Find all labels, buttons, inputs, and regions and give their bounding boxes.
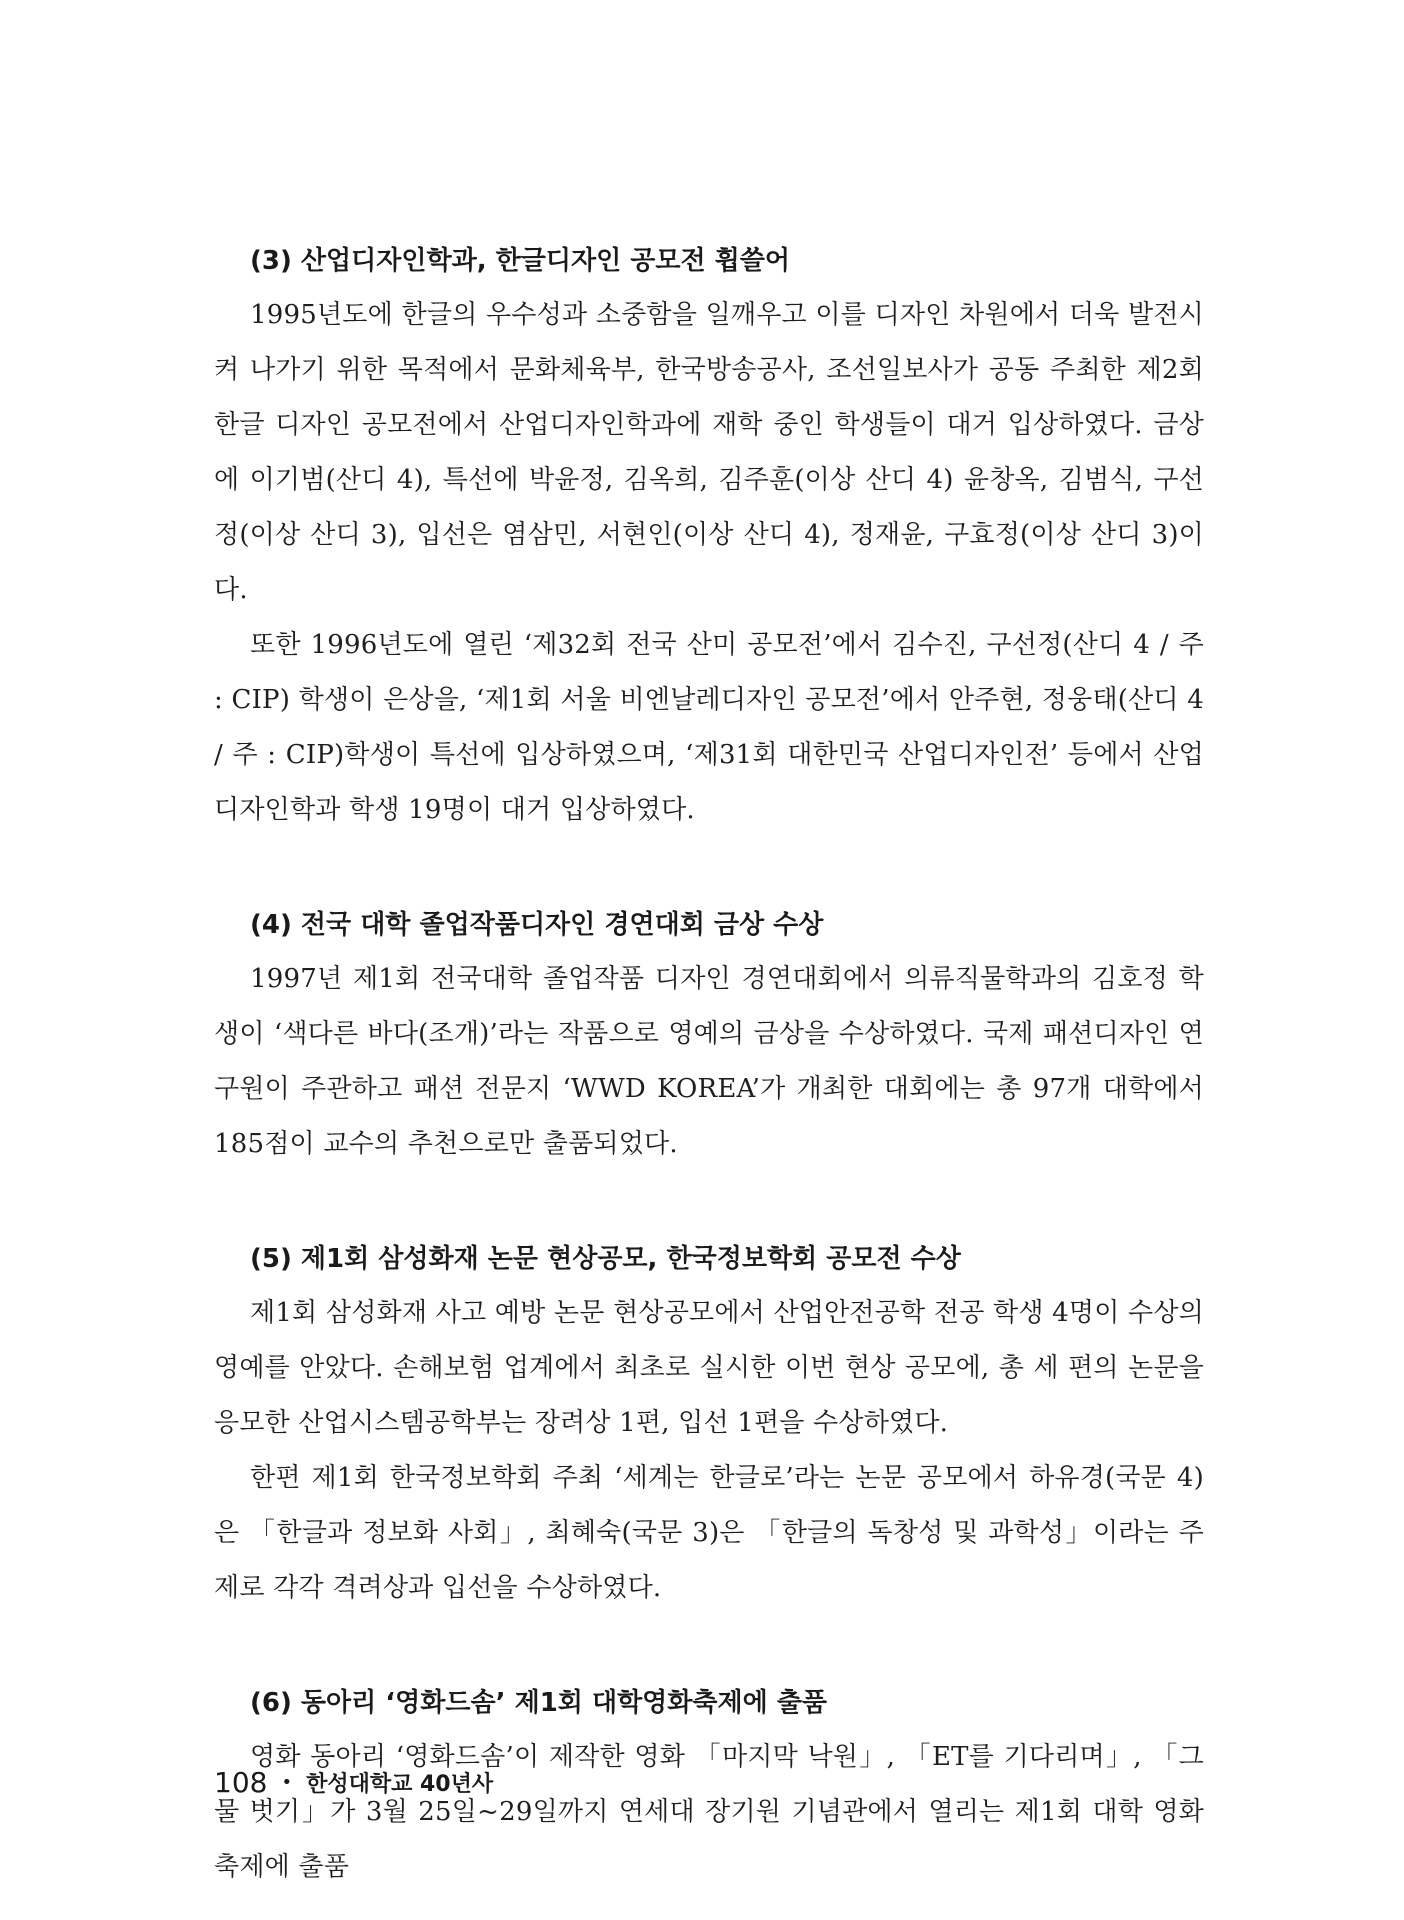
section-heading: (5) 제1회 삼성화재 논문 현상공모, 한국정보학회 공모전 수상 [250,1244,961,1274]
paragraph: 제1회 삼성화재 사고 예방 논문 현상공모에서 산업안전공학 전공 학생 4명이 수상의 영예를 안았다. 손해보험 업계에서 최초로 실시한 이번 현상 공모에, 총 세 편의 논문을 응모한 산업시스템공학부는 장려상 1편, 입선 1편을 수상하였다. [214,1298,1204,1438]
paragraph: 1997년 제1회 전국대학 졸업작품 디자인 경연대회에서 의류직물학과의 김호정 학생이 ‘색다른 바다(조개)’라는 작품으로 영예의 금상을 수상하였다. 국제 패션디자인 연구원이 주관하고 패션 전문지 ‘WWD KOREA’가 개최한 대회에는 총 97개 대학에서 185점이 교수의 추천으로만 출품되었다. [214,964,1204,1159]
section-heading: (6) 동아리 ‘영화드솜’ 제1회 대학영화축제에 출품 [250,1688,828,1718]
section-design-contest [214,234,1204,838]
section-heading: (4) 전국 대학 졸업작품디자인 경연대회 금상 수상 [250,910,824,940]
paragraph: 또한 1996년도에 열린 ‘제32회 전국 산미 공모전’에서 김수진, 구선정(산디 4 / 주 : CIP) 학생이 은상을, ‘제1회 서울 비엔날레디자인 공모전’에서 안주현, 정웅태(산디 4 / 주 : CIP)학생이 특선에 입상하였으며, ‘제31회 대한민국 산업디자인전’ 등에서 산업디자인학과 학생 19명이 대거 입상하였다. [214,630,1204,825]
footer-separator: • [281,1772,293,1793]
paragraph: 한편 제1회 한국정보학회 주최 ‘세계는 한글로’라는 논문 공모에서 하유경(국문 4)은 「한글과 정보화 사회」, 최혜숙(국문 3)은 「한글의 독창성 및 과학성」이라는 주제로 각각 격려상과 입선을 수상하였다. [214,1463,1204,1603]
section-paper-contest [214,1232,1204,1616]
section-heading: (3) 산업디자인학과, 한글디자인 공모전 휩쓸어 [250,246,791,276]
page-number: 108 [214,1766,268,1799]
page-body [214,234,1204,1895]
paragraph: 1995년도에 한글의 우수성과 소중함을 일깨우고 이를 디자인 차원에서 더욱 발전시켜 나가기 위한 목적에서 문화체육부, 한국방송공사, 조선일보사가 공동 주최한 제2회 한글 디자인 공모전에서 산업디자인학과에 재학 중인 학생들이 대거 입상하였다. 금상에 이기범(산디 4), 특선에 박윤정, 김옥희, 김주훈(이상 산디 4) 윤창옥, 김범식, 구선정(이상 산디 3), 입선은 염삼민, 서현인(이상 산디 4), 정재윤, 구효정(이상 산디 3)이다. [214,300,1204,605]
book-title: 한성대학교 40년사 [306,1772,494,1797]
paragraph: 영화 동아리 ‘영화드솜’이 제작한 영화 「마지막 낙원」, 「ET를 기다리며」, 「그물 벗기」가 3월 25일~29일까지 연세대 장기원 기념관에서 열리는 제1회 대학 영화축제에 출품 [214,1742,1204,1882]
page-footer [214,1766,493,1799]
section-graduation-works [214,898,1204,1172]
